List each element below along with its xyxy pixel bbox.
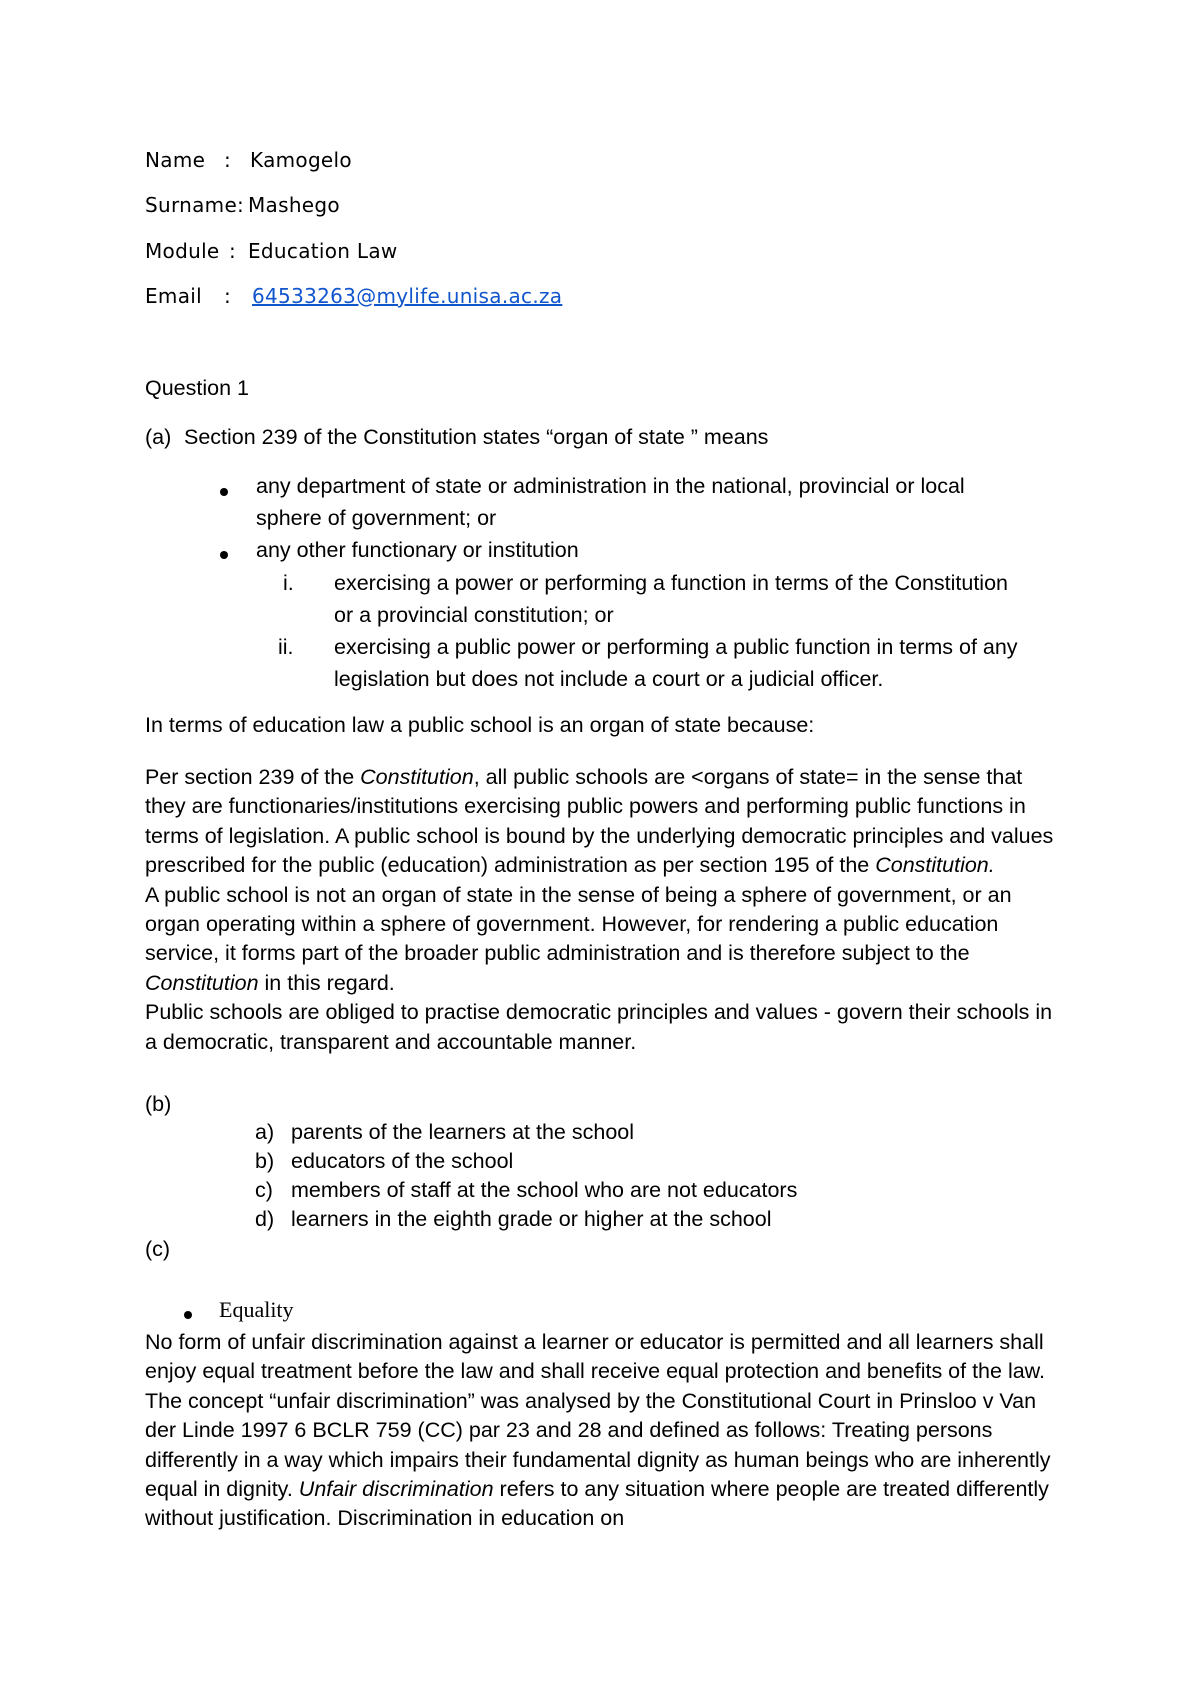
part-a-marker: (a) [145,425,172,449]
module-label: Module [145,239,220,263]
bullet1-line2: sphere of government; or [256,506,497,530]
part-b-marker: (b) [145,1092,172,1116]
b-item-text: parents of the learners at the school [291,1120,635,1144]
bullet-icon [220,488,228,496]
part-c-marker: (c) [145,1237,171,1261]
name-value: Kamogelo [250,148,352,172]
email-label: Email [145,284,202,308]
bullet1-line1: any department of state or administration in the national, provincial or local [256,474,965,498]
name-colon: : [224,148,232,172]
question-title: Question 1 [145,376,249,400]
bullet-icon [220,551,228,559]
paragraph-1: Per section 239 of the Constitution, all public schools are <organs of state= in the sense that they are functionaries/institutions exercising public powers and performing public functions in terms of legislation. A public school is bound by the underlying democratic principles and values prescribed for the public (education) administration as per section 195 of the Constitution. [145,765,1054,878]
paragraph-2: A public school is not an organ of state in the sense of being a sphere of government, or an organ operating within a sphere of government. However, for rendering a public education service, it forms part of the broader public administration and is therefore subject to the Constitution in this regard. [145,882,1012,995]
b-item-text: learners in the eighth grade or higher at the school [291,1207,772,1231]
module-value: Education Law [248,239,398,263]
surname-label: Surname: [145,193,245,217]
b-item-marker: a) [255,1120,275,1144]
equality-heading: Equality [219,1297,294,1322]
sub-i-marker: i. [283,571,294,595]
answer-paragraphs [145,763,1065,1057]
sub-i-line1: exercising a power or performing a function in terms of the Constitution [334,571,1008,595]
b-item-marker: b) [255,1149,275,1173]
sub-i-line2: or a provincial constitution; or [334,603,614,627]
part-a-intro: Section 239 of the Constitution states “organ of state ” means [184,425,769,449]
sub-ii-line2: legislation but does not include a court or a judicial officer. [334,667,884,691]
b-item-marker: c) [255,1178,273,1202]
equality-paragraph: No form of unfair discrimination against a learner or educator is permitted and all learners shall enjoy equal treatment before the law and shall receive equal protection and benefits of the law. The concept “unfair discrimination” was analysed by the Constitutional Court in Prinsloo v Van der Linde 1997 6 BCLR 759 (CC) par 23 and 28 and defined as follows: Treating persons differently in a way which impairs their fundamental dignity as human beings who are inherently equal in dignity. Unfair discrimination refers to any situation where people are treated differently without justification. Discrimination in education on [145,1330,1051,1531]
module-colon: : [229,239,237,263]
sub-ii-marker: ii. [278,635,294,659]
surname-value: Mashego [248,193,340,217]
email-colon: : [224,284,232,308]
name-label: Name [145,148,206,172]
email-link[interactable]: 64533263@mylife.unisa.ac.za [252,284,563,308]
sub-ii-line1: exercising a public power or performing a public function in terms of any [334,635,1018,659]
b-item-text: members of staff at the school who are not educators [291,1178,798,1202]
organ-statement: In terms of education law a public school is an organ of state because: [145,713,815,737]
b-item-text: educators of the school [291,1149,514,1173]
paragraph-3: Public schools are obliged to practise democratic principles and values - govern their schools in a democratic, transparent and accountable manner. [145,1000,1053,1054]
bullet2-text: any other functionary or institution [256,538,579,562]
b-item-marker: d) [255,1207,275,1231]
bullet-icon [184,1311,192,1319]
